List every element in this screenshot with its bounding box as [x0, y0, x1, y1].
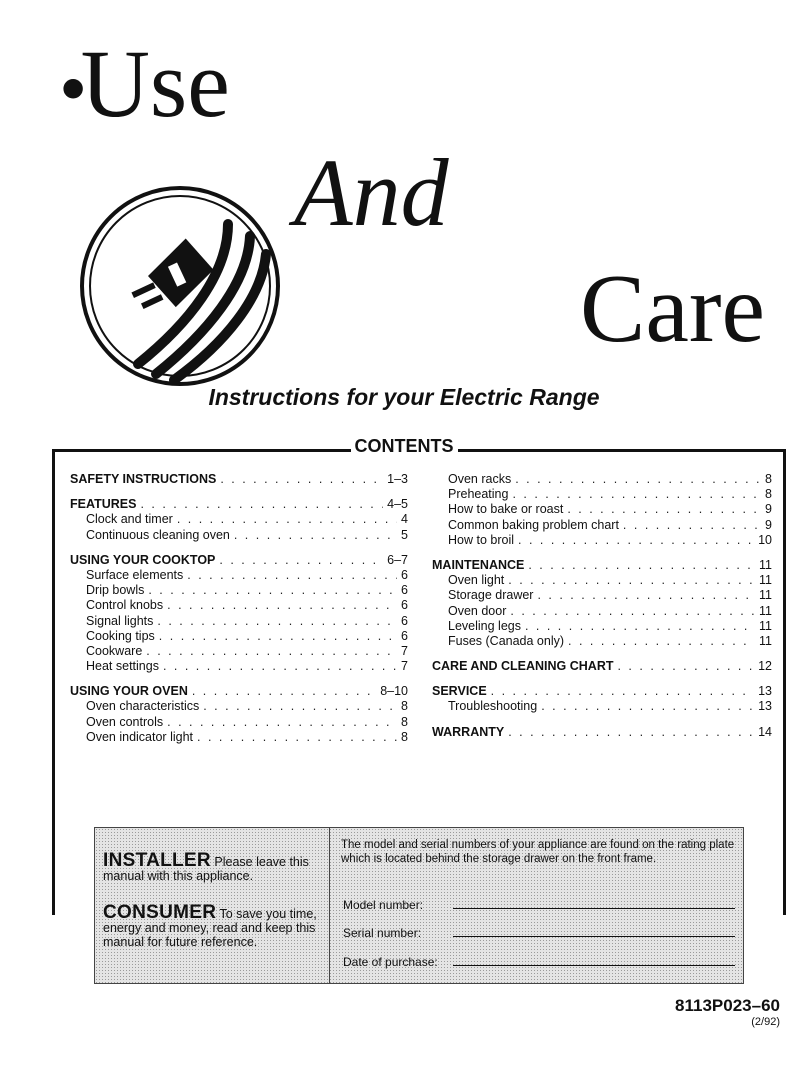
- toc-entry-label: Common baking problem chart: [448, 517, 619, 532]
- toc-entry-label: Cooking tips: [86, 628, 155, 643]
- subtitle: Instructions for your Electric Range: [208, 384, 600, 410]
- toc-entry-label: Oven light: [448, 573, 505, 588]
- toc-leader-dots: [220, 472, 383, 486]
- toc-entry-label: MAINTENANCE: [432, 557, 525, 572]
- toc-entry[interactable]: [432, 573, 772, 588]
- toc-entry-page: 6–7: [387, 552, 408, 567]
- toc-entry[interactable]: [70, 553, 408, 568]
- title-word-care: Care: [580, 255, 765, 363]
- consumer-title: CONSUMER: [103, 902, 217, 923]
- toc-entry-page: 6: [401, 628, 408, 643]
- contents-heading-text: CONTENTS: [351, 436, 458, 456]
- toc-leader-dots: [541, 699, 754, 713]
- model-number-field[interactable]: [343, 898, 735, 912]
- toc-entry-page: 7: [401, 643, 408, 658]
- toc-entry-page: 11: [759, 588, 772, 603]
- toc-entry[interactable]: [70, 715, 408, 730]
- toc-entry[interactable]: [70, 699, 408, 714]
- toc-entry-label: Heat settings: [86, 659, 159, 674]
- toc-entry-page: 7: [401, 659, 408, 674]
- installer-text: Please leave this manual with this appliance.: [103, 855, 309, 883]
- toc-entry-page: 8: [765, 472, 772, 486]
- toc-entry-label: Oven indicator light: [86, 729, 194, 744]
- toc-leader-dots: [146, 644, 397, 658]
- serial-number-label: Serial number:: [343, 926, 422, 940]
- toc-leader-dots: [508, 725, 754, 739]
- toc-entry[interactable]: [432, 619, 772, 634]
- toc-entry-page: 12: [758, 659, 772, 674]
- toc-leader-dots: [187, 568, 397, 582]
- date-of-purchase-field[interactable]: [343, 955, 735, 969]
- toc-entry-label: SERVICE: [432, 684, 487, 699]
- toc-entry[interactable]: [432, 472, 772, 487]
- toc-entry-page: 14: [758, 724, 772, 739]
- toc-entry-page: 11: [759, 618, 772, 633]
- toc-entry[interactable]: [432, 604, 772, 619]
- toc-entry-page: 11: [759, 573, 772, 588]
- toc-leader-dots: [510, 604, 755, 618]
- toc-entry-page: 6: [401, 567, 408, 582]
- toc-entry-label: Leveling legs: [448, 618, 521, 633]
- toc-entry-page: 1–3: [387, 472, 408, 486]
- toc-entry[interactable]: [70, 614, 408, 629]
- toc-entry-label: Oven controls: [86, 714, 164, 729]
- toc-entry-label: Signal lights: [86, 613, 154, 628]
- toc-entry-page: 8: [401, 714, 408, 729]
- contents-spacer: [432, 649, 772, 659]
- toc-entry-label: Troubleshooting: [448, 699, 538, 714]
- serial-number-line[interactable]: [453, 935, 735, 937]
- toc-entry-label: FEATURES: [70, 497, 137, 512]
- toc-entry[interactable]: [70, 472, 408, 487]
- toc-entry-page: 8–10: [380, 684, 408, 699]
- title-word-use: Use: [80, 30, 230, 137]
- toc-entry-label: Clock and timer: [86, 512, 173, 527]
- toc-entry-page: 10: [758, 532, 772, 547]
- toc-entry[interactable]: [70, 684, 408, 699]
- toc-entry-label: How to broil: [448, 532, 514, 547]
- toc-leader-dots: [159, 629, 397, 643]
- toc-entry-page: 4–5: [387, 497, 408, 512]
- toc-entry-page: 8: [401, 729, 408, 744]
- toc-leader-dots: [508, 573, 755, 587]
- toc-entry-label: WARRANTY: [432, 724, 505, 739]
- toc-entry-label: Storage drawer: [448, 588, 534, 603]
- info-panel: [94, 827, 744, 984]
- toc-leader-dots: [167, 598, 397, 612]
- toc-entry[interactable]: [432, 502, 772, 517]
- toc-entry-page: 9: [765, 502, 772, 517]
- audience-notes: [95, 828, 330, 983]
- toc-entry-label: Oven characteristics: [86, 699, 200, 714]
- contents-spacer: [70, 487, 408, 497]
- toc-entry[interactable]: [70, 629, 408, 644]
- model-number-line[interactable]: [453, 907, 735, 909]
- rating-plate-notice: The model and serial numbers of your appliance are found on the rating plate which is located behind the storage drawer on the front frame.: [341, 839, 735, 865]
- toc-leader-dots: [537, 588, 755, 602]
- toc-entry[interactable]: [432, 588, 772, 603]
- contents-heading: [0, 436, 808, 457]
- toc-leader-dots: [148, 583, 397, 597]
- toc-leader-dots: [568, 634, 755, 648]
- revision-date: (2/92): [751, 1016, 780, 1028]
- consumer-text: To save you time, energy and money, read and keep this manual for future reference.: [103, 907, 317, 949]
- contents-spacer: [70, 543, 408, 553]
- toc-leader-dots: [528, 558, 755, 572]
- toc-leader-dots: [518, 533, 754, 547]
- toc-leader-dots: [617, 659, 754, 673]
- toc-entry-label: CARE AND CLEANING CHART: [432, 659, 614, 674]
- title-use: [58, 30, 230, 137]
- contents-spacer: [432, 548, 772, 558]
- toc-leader-dots: [177, 512, 397, 526]
- toc-entry[interactable]: [70, 568, 408, 583]
- title-care: [580, 255, 765, 363]
- toc-entry[interactable]: [70, 598, 408, 613]
- toc-leader-dots: [192, 684, 376, 698]
- installer-note: [103, 850, 327, 883]
- toc-entry[interactable]: [70, 497, 408, 512]
- plug-logo-icon: [78, 184, 282, 388]
- title-flourish: •: [58, 43, 87, 134]
- toc-entry-label: Drip bowls: [86, 583, 145, 598]
- toc-entry-label: Control knobs: [86, 598, 164, 613]
- toc-leader-dots: [491, 684, 754, 698]
- toc-entry[interactable]: [432, 659, 772, 674]
- toc-entry-page: 11: [759, 557, 772, 572]
- toc-leader-dots: [157, 614, 397, 628]
- contents-left-column: [70, 472, 408, 745]
- toc-entry-page: 8: [401, 699, 408, 714]
- title-and: [294, 139, 449, 246]
- toc-entry-page: 8: [765, 487, 772, 502]
- toc-entry-label: Oven racks: [448, 472, 512, 486]
- toc-entry-page: 13: [758, 684, 772, 699]
- toc-entry-label: Cookware: [86, 643, 143, 658]
- toc-entry-page: 6: [401, 598, 408, 613]
- title-word-and: And: [294, 139, 449, 246]
- toc-entry[interactable]: [432, 487, 772, 502]
- contents-spacer: [70, 674, 408, 684]
- toc-leader-dots: [140, 497, 383, 511]
- toc-entry-page: 11: [759, 633, 772, 648]
- toc-entry-page: 11: [759, 603, 772, 618]
- toc-entry[interactable]: [432, 518, 772, 533]
- toc-entry[interactable]: [432, 699, 772, 714]
- toc-entry[interactable]: [432, 725, 772, 740]
- toc-entry-label: Surface elements: [86, 567, 184, 582]
- toc-entry[interactable]: [70, 528, 408, 543]
- toc-leader-dots: [515, 472, 761, 486]
- toc-entry-page: 6: [401, 613, 408, 628]
- contents-spacer: [432, 674, 772, 684]
- contents-right-column: [432, 472, 772, 740]
- date-of-purchase-label: Date of purchase:: [343, 955, 438, 969]
- toc-leader-dots: [167, 715, 397, 729]
- model-number-label: Model number:: [343, 898, 424, 912]
- toc-leader-dots: [219, 553, 383, 567]
- serial-number-field[interactable]: [343, 926, 735, 940]
- toc-entry-page: 9: [765, 517, 772, 532]
- toc-entry[interactable]: [70, 512, 408, 527]
- toc-entry-label: How to bake or roast: [448, 502, 564, 517]
- toc-leader-dots: [525, 619, 755, 633]
- toc-entry[interactable]: [70, 730, 408, 745]
- toc-entry[interactable]: [432, 558, 772, 573]
- consumer-note: [103, 902, 327, 949]
- toc-entry[interactable]: [432, 634, 772, 649]
- toc-entry-page: 6: [401, 583, 408, 598]
- toc-entry[interactable]: [432, 533, 772, 548]
- part-number: 8113P023–60: [675, 996, 780, 1015]
- toc-leader-dots: [623, 518, 761, 532]
- toc-leader-dots: [163, 659, 397, 673]
- toc-entry-label: Fuses (Canada only): [448, 633, 565, 648]
- toc-leader-dots: [203, 699, 397, 713]
- toc-leader-dots: [234, 528, 397, 542]
- toc-entry-label: Oven door: [448, 603, 507, 618]
- toc-entry-page: 13: [758, 699, 772, 714]
- toc-entry-page: 5: [401, 527, 408, 542]
- contents-spacer: [432, 715, 772, 725]
- toc-entry-label: USING YOUR COOKTOP: [70, 552, 216, 567]
- toc-entry-label: Continuous cleaning oven: [86, 527, 230, 542]
- toc-entry[interactable]: [70, 583, 408, 598]
- date-of-purchase-line[interactable]: [453, 964, 735, 966]
- toc-entry-page: 4: [401, 512, 408, 527]
- toc-leader-dots: [567, 502, 761, 516]
- toc-entry[interactable]: [70, 659, 408, 674]
- toc-leader-dots: [197, 730, 397, 744]
- installer-title: INSTALLER: [103, 850, 211, 871]
- toc-entry[interactable]: [432, 684, 772, 699]
- toc-entry-label: USING YOUR OVEN: [70, 684, 188, 699]
- toc-entry-label: Preheating: [448, 487, 509, 502]
- toc-entry-label: SAFETY INSTRUCTIONS: [70, 472, 217, 486]
- toc-entry[interactable]: [70, 644, 408, 659]
- toc-leader-dots: [512, 487, 761, 501]
- record-fields: [331, 828, 743, 983]
